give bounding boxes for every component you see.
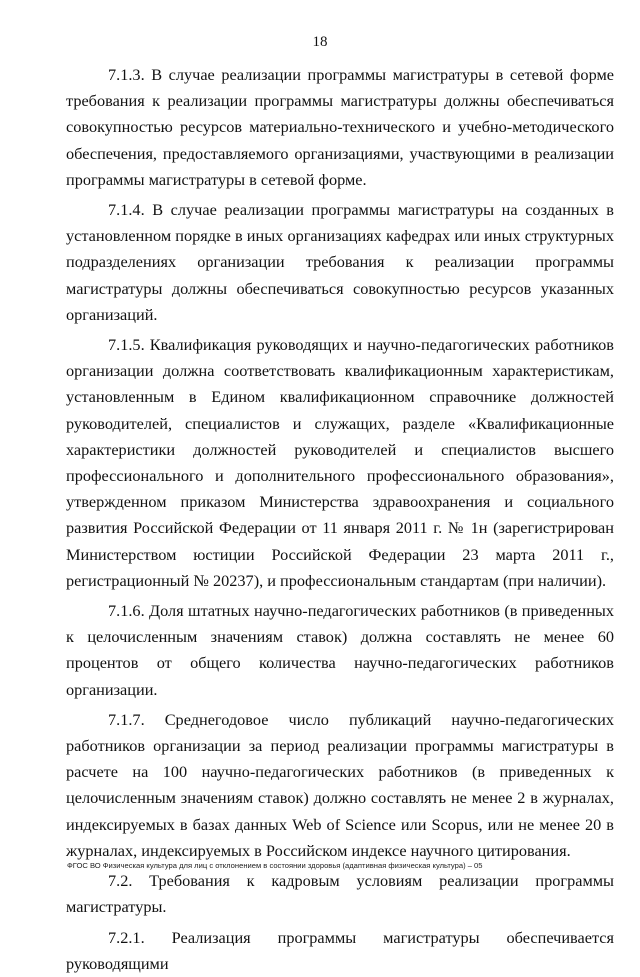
paragraph-7-1-7: 7.1.7. Среднегодовое число публикаций научно-педагогических работников организации за период реализации программы магистратуры в расчете на 100 научно-педагогических работников (в приведенных к целочисленным значениям ставок) должно составлять не менее 2 в журналах, индексируемых в базах данных Web of Science или Scopus, или не менее 20 в журналах, индексируемых в Российском индексе научного цитирования. (66, 709, 614, 860)
paragraph-7-1-6: 7.1.6. Доля штатных научно-педагогических работников (в приведенных к целочисленным значениям ставок) должна составлять не менее 60 процентов от общего количества научно-педагогических работников организации. (66, 601, 614, 699)
page-footer: ФГОС ВО Физическая культура для лиц с отклонением в состоянии здоровья (адаптивная физическая культура) – 05 (67, 861, 483, 870)
paragraph-7-1-5: 7.1.5. Квалификация руководящих и научно-педагогических работников организации должна соответствовать квалификационным характеристикам, установленным в Едином квалификационном справочнике должностей руководителей, специалистов и служащих, разделе «Квалификационные характеристики должностей руководителей и специалистов высшего профессионального и дополнительного профессионального образования», утвержденном приказом Министерства здравоохранения и социального развития Российской Федерации от 11 января 2011 г. № 1н (зарегистрирован Министерством юстиции Российской Федерации 23 марта 2011 г., регистрационный № 20237), и профессиональным стандартам (при наличии). (66, 335, 614, 590)
paragraph-7-2-1: 7.2.1. Реализация программы магистратуры обеспечивается руководящими (66, 927, 614, 973)
paragraph-7-2: 7.2. Требования к кадровым условиям реализации программы магистратуры. (66, 871, 614, 917)
paragraph-7-1-4: 7.1.4. В случае реализации программы магистратуры на созданных в установленном порядке в иных организациях кафедрах или иных структурных подразделениях организации требования к реализации программы магистратуры должны обеспечиваться совокупностью ресурсов указанных организаций. (66, 200, 614, 324)
document-body (66, 62, 614, 977)
paragraph-7-1-3: 7.1.3. В случае реализации программы магистратуры в сетевой форме требования к реализации программы магистратуры должны обеспечиваться совокупностью ресурсов материально-технического и учебно-методического обеспечения, предоставляемого организациями, участвующими в реализации программы магистратуры в сетевой форме. (66, 65, 614, 189)
page-number: 18 (312, 34, 328, 50)
